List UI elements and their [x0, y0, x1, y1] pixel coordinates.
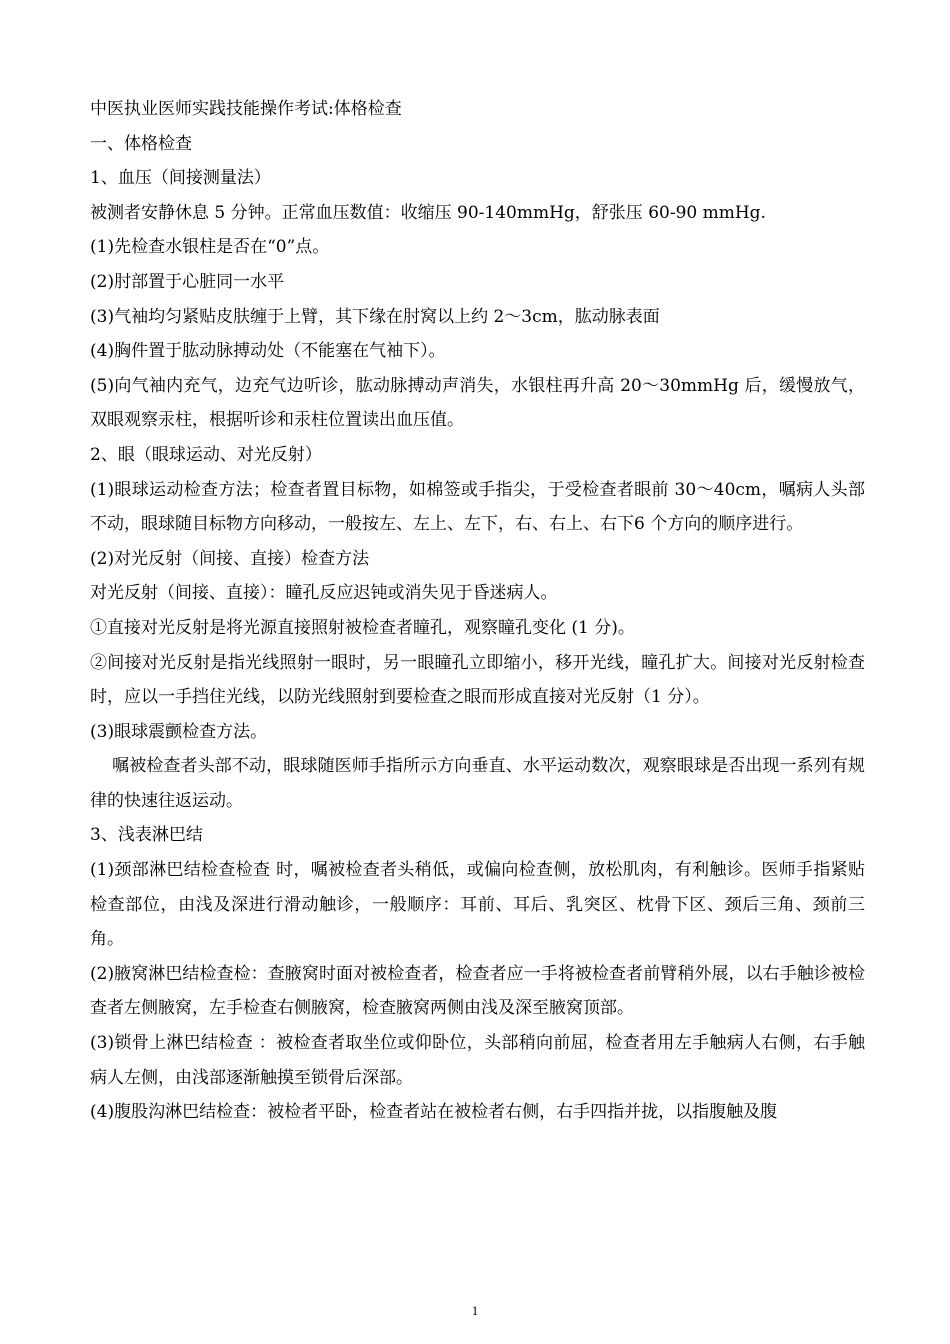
paragraph: (5)向气袖内充气，边充气边听诊，肱动脉搏动声消失，水银柱再升高 20～30mmHg 后，缓慢放气，双眼观察汞柱，根据听诊和汞柱位置读出血压值。: [90, 375, 865, 431]
paragraph: (2)对光反射（间接、直接）检查方法: [90, 548, 370, 569]
paragraph: 嘱被检查者头部不动，眼球随医师手指所示方向垂直、水平运动数次，观察眼球是否出现一系列有规律的快速往返运动。: [90, 756, 865, 811]
paragraph: (1)眼球运动检查方法；检查者置目标物，如棉签或手指尖，于受检查者眼前 30～40cm，嘱病人头部不动，眼球随目标物方向移动，一般按左、左上、左下，右、右上、右下6 个方向的顺序进行。: [90, 479, 865, 535]
paragraph: (3)眼球震颤检查方法。: [90, 721, 268, 742]
paragraph: (1)颈部淋巴结检查检查 时，嘱被检查者头稍低，或偏向检查侧，放松肌肉，有利触诊。医师手指紧贴检查部位，由浅及深进行滑动触诊，一般顺序：耳前、耳后、乳突区、枕骨下区、颈后三角、颈前三角。: [90, 860, 865, 950]
paragraph: (4)胸件置于肱动脉搏动处（不能塞在气袖下）。: [90, 341, 446, 362]
subsection-heading: 1、血压（间接测量法）: [90, 168, 271, 189]
paragraph: ①直接对光反射是将光源直接照射被检查者瞳孔，观察瞳孔变化 (1 分)。: [90, 617, 635, 638]
paragraph: ②间接对光反射是指光线照射一眼时，另一眼瞳孔立即缩小，移开光线，瞳孔扩大。间接对光反射检查时，应以一手挡住光线，以防光线照射到要检查之眼而形成直接对光反射（1 分）。: [90, 652, 865, 708]
paragraph: (3)锁骨上淋巴结检查 ：被检查者取坐位或仰卧位，头部稍向前屈，检查者用左手触病人右侧，右手触病人左侧，由浅部逐渐触摸至锁骨后深部。: [90, 1033, 865, 1088]
section-heading: 一、体格检查: [90, 133, 192, 154]
subsection-heading: 3、浅表淋巴结: [90, 825, 203, 846]
subsection-heading: 2、眼（眼球运动、对光反射）: [90, 444, 322, 465]
paragraph: (4)腹股沟淋巴结检查：被检者平卧，检查者站在被检者右侧，右手四指并拢，以指腹触及腹: [90, 1102, 778, 1123]
paragraph: (1)先检查水银柱是否在“0”点。: [90, 237, 330, 258]
document-page: [90, 92, 865, 1130]
document-title: 中医执业医师实践技能操作考试:体格检查: [90, 99, 402, 119]
page-number: 1: [471, 1303, 479, 1318]
paragraph: 被测者安静休息 5 分钟。正常血压数值：收缩压 90-140mmHg，舒张压 60-90 mmHg.: [90, 202, 766, 223]
paragraph: (2)腋窝淋巴结检查检：查腋窝时面对被检查者，检查者应一手将被检查者前臂稍外展，以右手触诊被检查者左侧腋窝，左手检查右侧腋窝，检查腋窝两侧由浅及深至腋窝顶部。: [90, 963, 865, 1019]
paragraph: (3)气袖均匀紧贴皮肤缠于上臂，其下缘在肘窝以上约 2～3cm，肱动脉表面: [90, 306, 660, 327]
paragraph: 对光反射（间接、直接）：瞳孔反应迟钝或消失见于昏迷病人。: [90, 583, 558, 604]
paragraph: (2)肘部置于心脏同一水平: [90, 271, 285, 292]
